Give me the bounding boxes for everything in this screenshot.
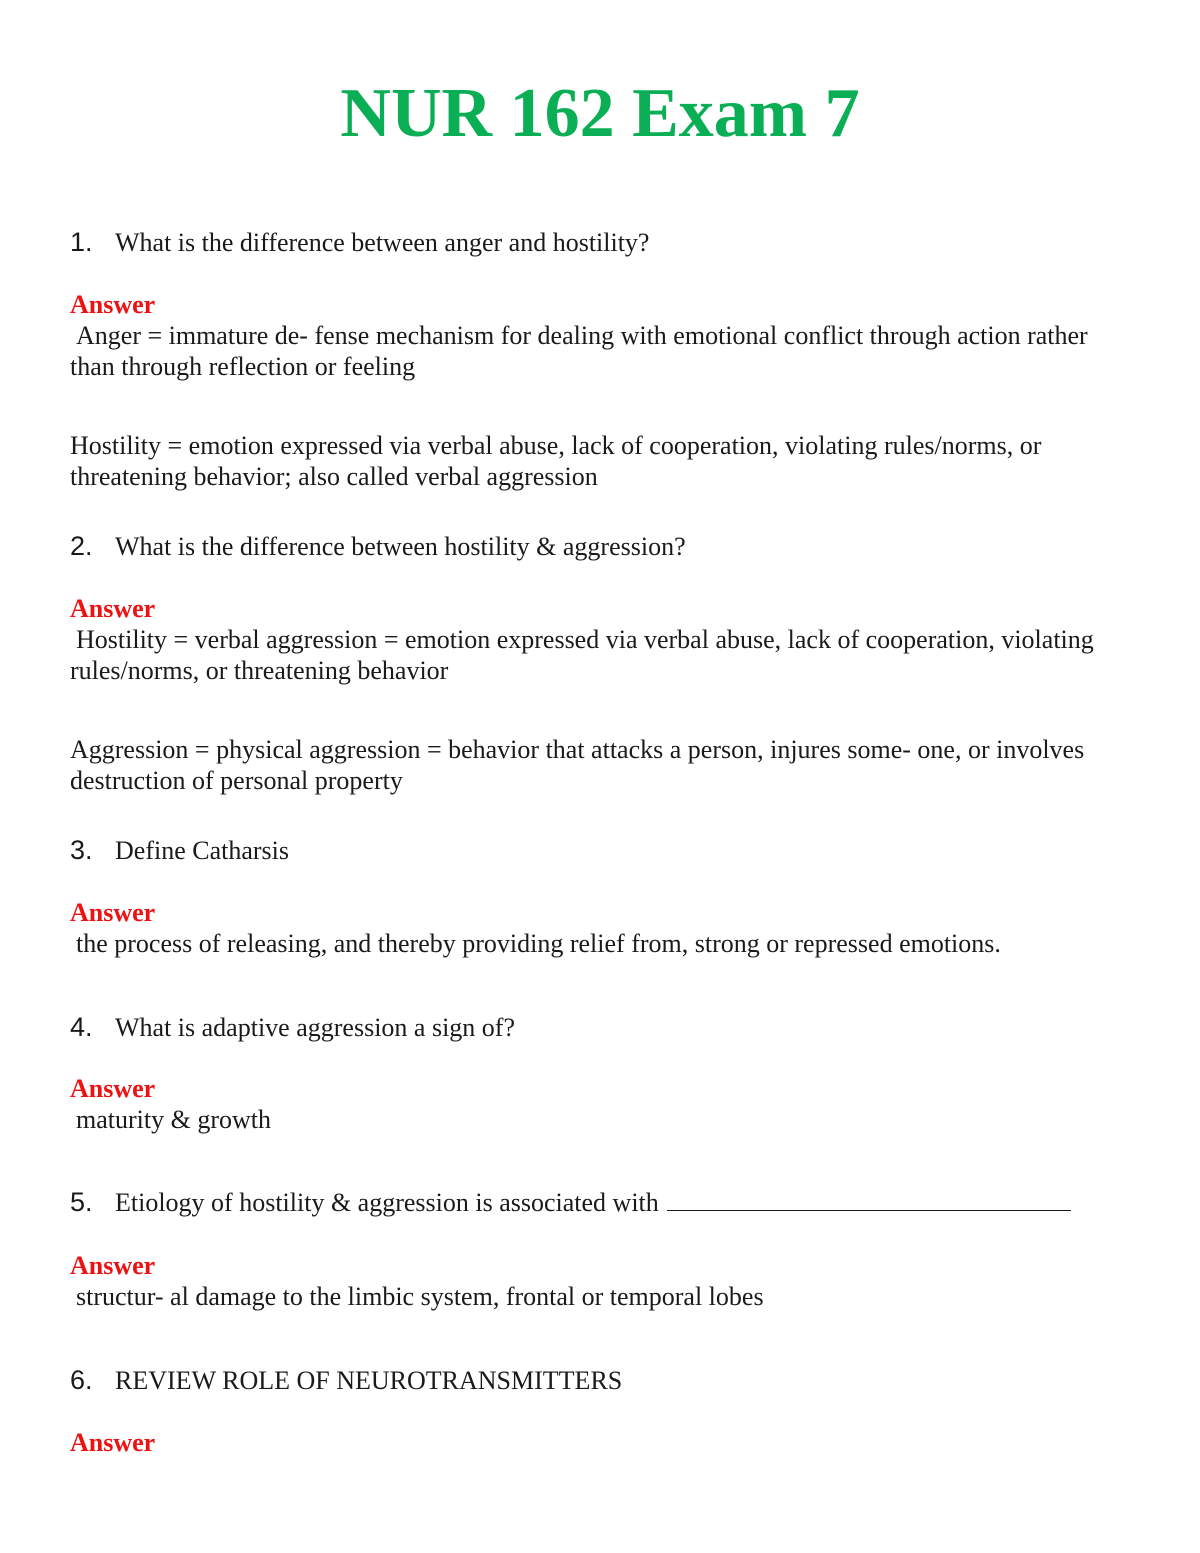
question-text bbox=[70, 1186, 1110, 1219]
answer-2 bbox=[70, 594, 1110, 686]
answer-text: structur- al damage to the limbic system, frontal or temporal lobes bbox=[76, 1282, 764, 1311]
answer-text: the process of releasing, and thereby providing relief from, strong or repressed emotions. bbox=[76, 929, 1001, 958]
answer-label: Answer bbox=[70, 1428, 156, 1457]
answer-label: Answer bbox=[70, 1251, 156, 1280]
answer-label: Answer bbox=[70, 1074, 156, 1103]
answer-4 bbox=[70, 1074, 1110, 1135]
question-number: 4. bbox=[70, 1012, 93, 1042]
question-2 bbox=[70, 530, 1110, 563]
question-text bbox=[70, 834, 1110, 867]
answer-label: Answer bbox=[70, 898, 156, 927]
question-4 bbox=[70, 1011, 1110, 1044]
answer-1 bbox=[70, 290, 1110, 382]
answer-text: Hostility = emotion expressed via verbal abuse, lack of cooperation, violating rules/norms, or threatening behavior; also called verbal aggression bbox=[70, 431, 1042, 491]
question-5 bbox=[70, 1186, 1110, 1219]
answer-3 bbox=[70, 898, 1110, 959]
answer-1-paragraph-2 bbox=[70, 430, 1110, 492]
answer-text: Aggression = physical aggression = behavior that attacks a person, injures some- one, or involves destruction of personal property bbox=[70, 735, 1085, 795]
question-number: 5. bbox=[70, 1187, 93, 1217]
page-title: NUR 162 Exam 7 bbox=[340, 75, 860, 152]
answer-5 bbox=[70, 1251, 1110, 1312]
answer-label: Answer bbox=[70, 290, 156, 319]
question-text bbox=[70, 226, 1110, 259]
question-text bbox=[70, 1011, 1110, 1044]
question-1 bbox=[70, 226, 1110, 259]
answer-label: Answer bbox=[70, 594, 156, 623]
question-label: What is the difference between anger and hostility? bbox=[115, 228, 650, 257]
answer-text: Hostility = verbal aggression = emotion expressed via verbal abuse, lack of cooperation, violating rules/norms, or threatening behavior bbox=[70, 625, 1094, 685]
question-6 bbox=[70, 1364, 1110, 1397]
question-3 bbox=[70, 834, 1110, 867]
answer-text: Anger = immature de- fense mechanism for dealing with emotional conflict through action rather than through reflection or feeling bbox=[70, 321, 1088, 381]
question-number: 3. bbox=[70, 835, 93, 865]
fill-in-blank-line bbox=[667, 1188, 1071, 1211]
question-label: What is the difference between hostility & aggression? bbox=[115, 532, 686, 561]
question-number: 1. bbox=[70, 227, 93, 257]
question-label: What is adaptive aggression a sign of? bbox=[115, 1013, 515, 1042]
question-label: Etiology of hostility & aggression is associated with bbox=[115, 1188, 659, 1217]
answer-6 bbox=[70, 1428, 1110, 1458]
question-number: 6. bbox=[70, 1365, 93, 1395]
question-label: REVIEW ROLE OF NEUROTRANSMITTERS bbox=[115, 1366, 623, 1395]
question-label: Define Catharsis bbox=[115, 836, 290, 865]
question-text bbox=[70, 1364, 1110, 1397]
answer-2-paragraph-2 bbox=[70, 734, 1110, 796]
question-number: 2. bbox=[70, 531, 93, 561]
question-text bbox=[70, 530, 1110, 563]
answer-text: maturity & growth bbox=[76, 1105, 271, 1134]
